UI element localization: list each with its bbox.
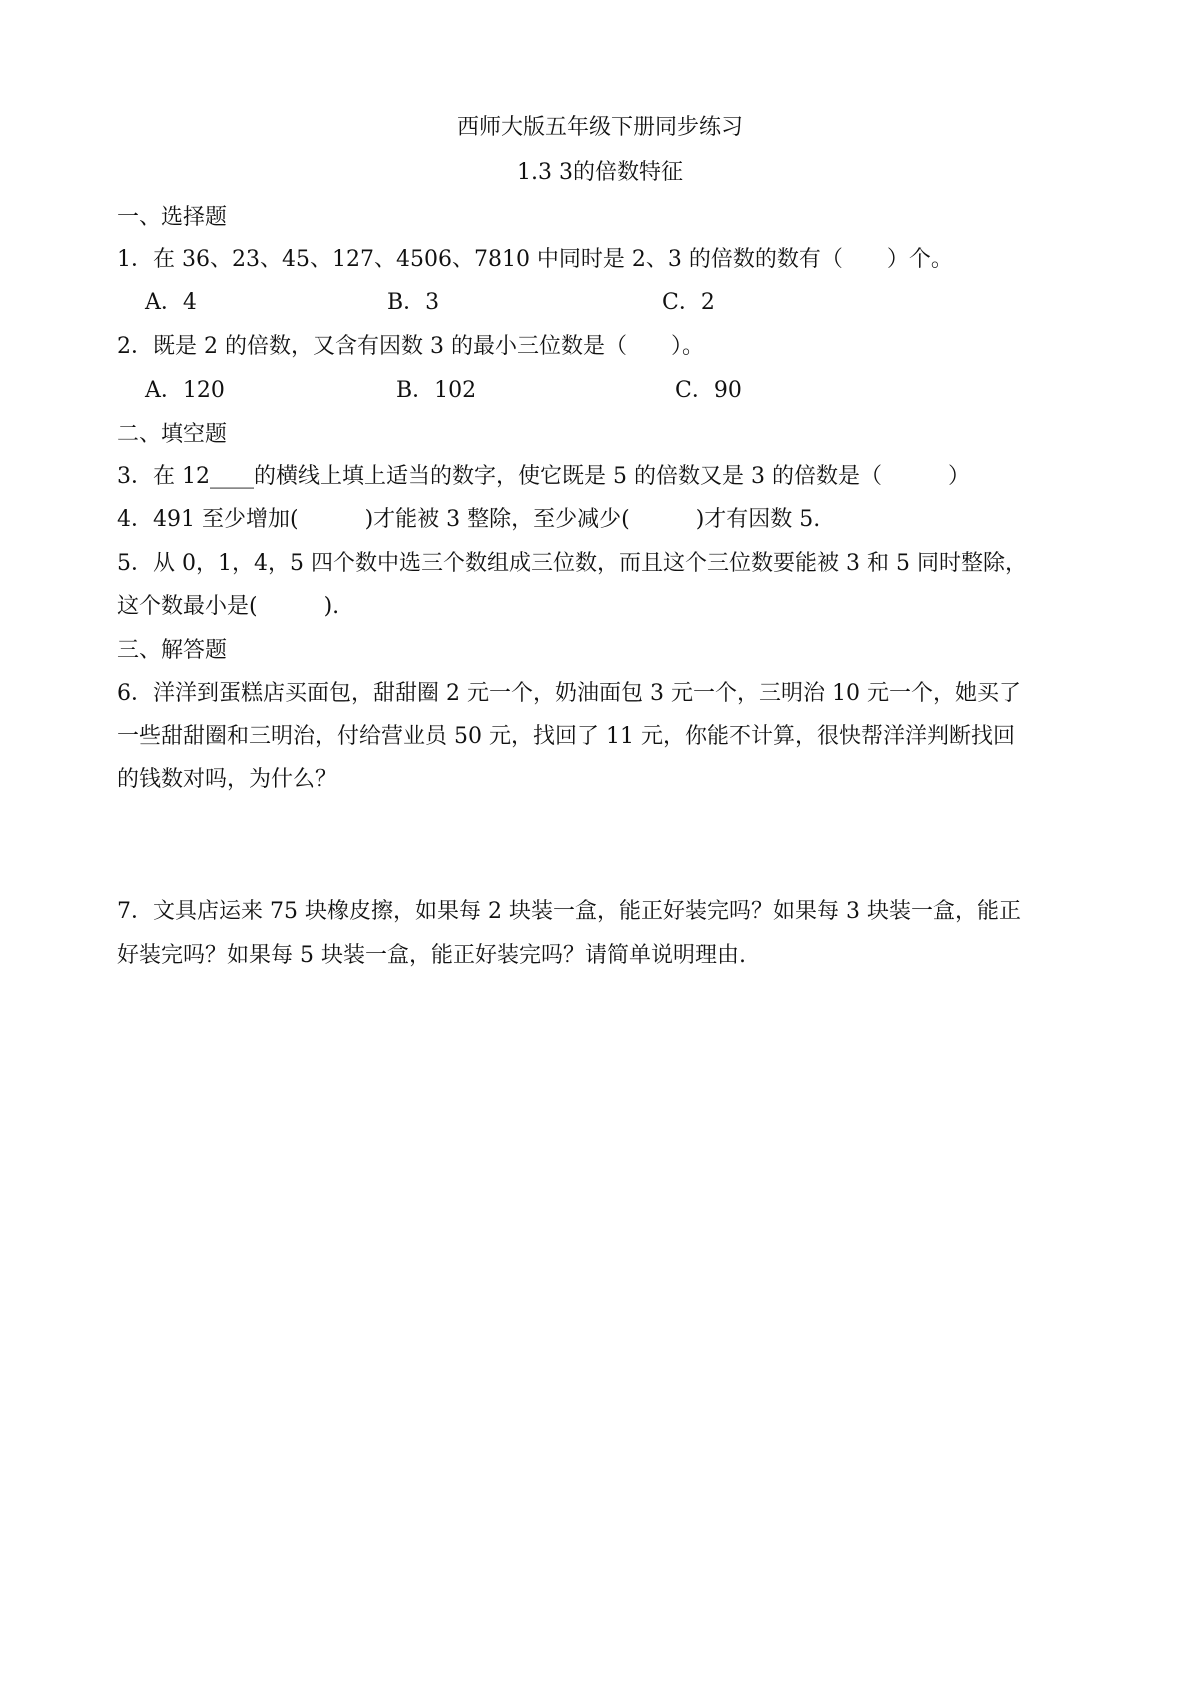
question-4: 4．491 至少增加( )才能被 3 整除，至少减少( )才有因数 5. — [117, 507, 821, 532]
question-5-line-2: 这个数最小是( ). — [117, 594, 340, 619]
section-heading-choice: 一、选择题 — [117, 205, 228, 230]
question-2-option-a: A．120 — [145, 378, 225, 403]
question-2-option-c: C．90 — [675, 378, 742, 403]
question-7-line-2: 好装完吗？如果每 5 块装一盒，能正好装完吗？请简单说明理由. — [117, 943, 746, 968]
question-2-option-b: B．102 — [396, 378, 477, 403]
question-6-line-2: 一些甜甜圈和三明治，付给营业员 50 元，找回了 11 元，你能不计算，很快帮洋洋判断找回 — [117, 724, 1015, 749]
page-title: 西师大版五年级下册同步练习 — [456, 115, 743, 140]
question-1-option-a: A．4 — [145, 290, 197, 315]
question-3: 3．在 12____的横线上填上适当的数字，使它既是 5 的倍数又是 3 的倍数是（ ） — [117, 464, 970, 489]
question-1-option-c: C．2 — [662, 290, 715, 315]
question-5-line-1: 5．从 0，1，4，5 四个数中选三个数组成三位数，而且这个三位数要能被 3 和 5 同时整除， — [117, 551, 1027, 576]
question-2: 2．既是 2 的倍数，又含有因数 3 的最小三位数是（ ）。 — [117, 334, 704, 359]
question-1: 1．在 36、23、45、127、4506、7810 中同时是 2、3 的倍数的数有（ ）个。 — [117, 247, 953, 272]
question-6-line-1: 6．洋洋到蛋糕店买面包，甜甜圈 2 元一个，奶油面包 3 元一个，三明治 10 元一个，她买了 — [117, 681, 1021, 706]
question-7-line-1: 7．文具店运来 75 块橡皮擦，如果每 2 块装一盒，能正好装完吗？如果每 3 块装一盒，能正 — [117, 899, 1021, 924]
question-6-line-3: 的钱数对吗，为什么？ — [117, 767, 338, 792]
page-subtitle: 1.3 3的倍数特征 — [517, 160, 683, 185]
section-heading-fill: 二、填空题 — [117, 422, 228, 447]
question-1-option-b: B．3 — [387, 290, 440, 315]
section-heading-solve: 三、解答题 — [117, 638, 228, 663]
